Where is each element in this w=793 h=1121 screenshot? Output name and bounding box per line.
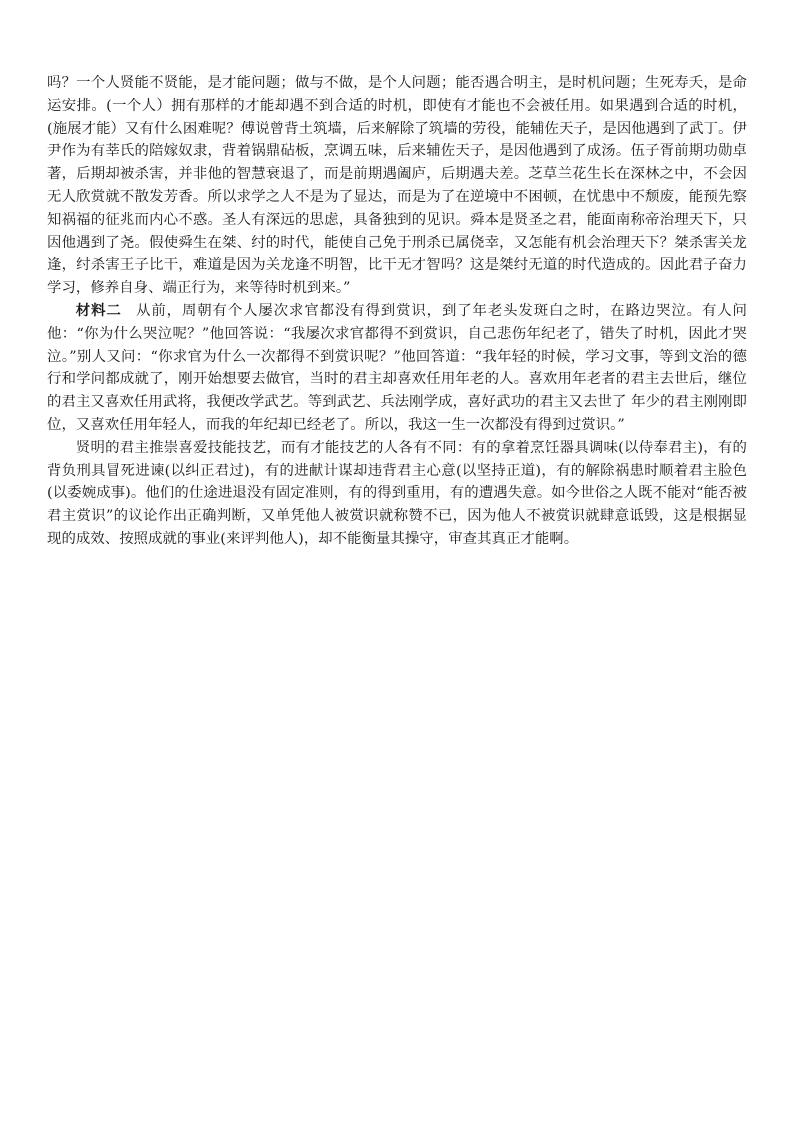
paragraph-text: 吗？一个人贤能不贤能，是才能问题；做与不做，是个人问题；能否遇合明主，是时机问题；生死寿夭，是命运安排。(一个人）拥有那样的才能却遇不到合适的时机，即使有才能也不会被任用。如果遇到合适的时机，(施展才能）又有什么困难呢？傅说曾背土筑墙，后来解除了筑墙的劳役，能辅佐天子，是因他遇到了武丁。伊尹作为有莘氏的陪嫁奴隶，背着锅鼎砧板，烹调五味，后来辅佐天子，是因他遇到了成汤。伍子胥前期功勋卓著，后期却被杀害，并非他的智慧衰退了，而是前期遇阖庐，后期遇夫差。芝草兰花生长在深林之中，不会因无人欣赏就不散发芳香。所以求学之人不是为了显达，而是为了在逆境中不困顿，在忧患中不颓废，能预先察知祸福的征兆而内心不惑。圣人有深远的思虑，具备独到的见识。舜本是贤圣之君，能面南称帝治理天下，只因他遇到了尧。假使舜生在桀、纣的时代，能使自己免于刑杀已属侥幸，又怎能有机会治理天下？桀杀害关龙逢，纣杀害王子比干，难道是因为关龙逢不明智，比干无才智吗？这是桀纣无道的时代造成的。因此君子奋力学习，修养自身、端正行为，来等待时机到来。”: [47, 75, 747, 297]
paragraph-wise-ruler: [47, 437, 747, 551]
paragraph-text: 从前，周朝有个人屡次求官都没有得到赏识，到了年老头发斑白之时，在路边哭泣。有人问他：“你为什么哭泣呢？”他回答说：“我屡次求官都得不到赏识，自己悲伤年纪老了，错失了时机，因此才哭泣。”别人又问：“你求官为什么一次都得不到赏识呢？”他回答道：“我年轻的时候，学习文事，等到文治的德行和学问都成就了，刚开始想要去做官，当时的君主却喜欢任用年老的人。喜欢用年老者的君主去世后，继位的君主又喜欢任用武将，我便改学武艺。等到武艺、兵法刚学成，喜好武功的君主又去世了 年少的君主刚刚即位，又喜欢任用年轻人，而我的年纪却已经老了。所以，我这一生一次都没有得到过赏识。”: [47, 302, 747, 433]
material-label: 材料二: [75, 302, 122, 319]
paragraph-material-one-end: [47, 72, 747, 300]
document-page: [47, 72, 747, 551]
paragraph-text: 贤明的君主推崇喜爱技能技艺，而有才能技艺的人各有不同：有的拿着烹饪器具调味(以侍奉君主)，有的背负刑具冒死进谏(以纠正君过)，有的进献计谋却违背君主心意(以坚持正道)，有的解除祸患时顺着君主脸色(以委婉成事)。他们的仕途进退没有固定准则，有的得到重用，有的遭遇失意。如今世俗之人既不能对“能否被君主赏识”的议论作出正确判断，又单凭他人被赏识就称赞不已，因为他人不被赏识就肆意诋毁，这是根据显现的成效、按照成就的事业(来评判他人)，却不能衡量其操守，审查其真正才能啊。: [47, 439, 747, 547]
paragraph-material-two: [47, 300, 747, 437]
